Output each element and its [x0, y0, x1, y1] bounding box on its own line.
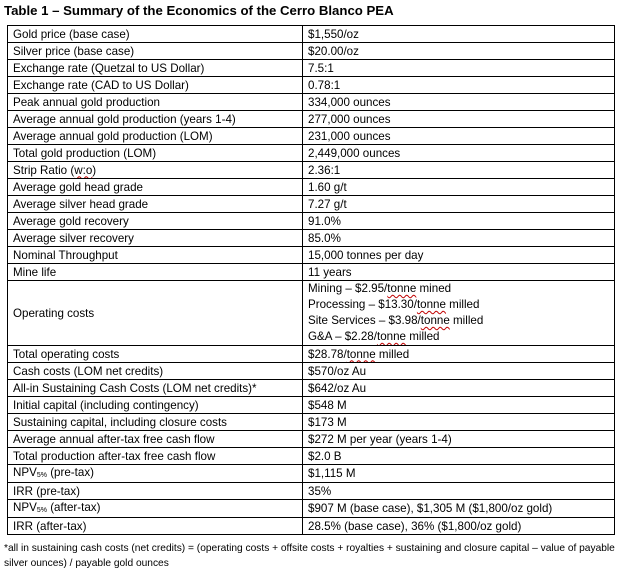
table-row	[8, 346, 615, 363]
row-label: All-in Sustaining Cash Costs (LOM net credits)*	[8, 380, 303, 397]
cost-text: milled	[449, 314, 484, 327]
table-row	[8, 414, 615, 431]
row-label: Gold price (base case)	[8, 26, 303, 43]
label-text: Strip Ratio (	[13, 163, 75, 177]
table-row	[8, 111, 615, 128]
row-label: Average annual gold production (years 1-4)	[8, 111, 303, 128]
label-text: (pre-tax)	[46, 466, 94, 479]
spellcheck-word: tonne	[420, 314, 450, 327]
cost-text: Site Services – $3.98/	[308, 314, 421, 327]
row-value: 91.0%	[303, 213, 615, 230]
table-row	[8, 465, 615, 483]
row-label: Average annual gold production (LOM)	[8, 128, 303, 145]
row-value: 7.5:1	[303, 60, 615, 77]
row-label: Total gold production (LOM)	[8, 145, 303, 162]
row-value: $1,550/oz	[303, 26, 615, 43]
label-text: (after-tax)	[46, 501, 101, 514]
table-row	[8, 431, 615, 448]
table-row	[8, 397, 615, 414]
row-value: $272 M per year (years 1-4)	[303, 431, 615, 448]
cost-line-processing	[308, 297, 614, 313]
subscript: 5%	[36, 472, 47, 479]
row-value: 28.5% (base case), 36% ($1,800/oz gold)	[303, 518, 615, 535]
row-value: 11 years	[303, 264, 615, 281]
table-row	[8, 43, 615, 60]
row-value: 2.36:1	[303, 162, 615, 179]
cost-text: milled	[445, 298, 480, 311]
row-label: Average silver recovery	[8, 230, 303, 247]
spellcheck-word: tonne	[387, 282, 417, 295]
row-label: Cash costs (LOM net credits)	[8, 363, 303, 380]
spellcheck-word: tonne	[346, 347, 376, 361]
value-text: $28.78/	[308, 347, 347, 361]
row-label: Silver price (base case)	[8, 43, 303, 60]
row-value: $548 M	[303, 397, 615, 414]
row-label: IRR (pre-tax)	[8, 483, 303, 500]
table-row	[8, 483, 615, 500]
spellcheck-word: tonne	[376, 330, 406, 343]
row-value: $2.0 B	[303, 448, 615, 465]
row-label: Average annual after-tax free cash flow	[8, 431, 303, 448]
table-row	[8, 380, 615, 397]
cost-text: G&A – $2.28/	[308, 330, 377, 343]
table-row	[8, 94, 615, 111]
row-label: Total operating costs	[8, 346, 303, 363]
cost-text: Mining – $2.95/	[308, 282, 388, 295]
row-value: $570/oz Au	[303, 363, 615, 380]
table-row	[8, 77, 615, 94]
row-value: $907 M (base case), $1,305 M ($1,800/oz gold)	[303, 500, 615, 518]
table-row	[8, 500, 615, 518]
row-label: Average gold head grade	[8, 179, 303, 196]
cost-text: mined	[416, 282, 452, 295]
row-value: 0.78:1	[303, 77, 615, 94]
row-label	[8, 465, 303, 483]
subscript: 5%	[36, 507, 47, 514]
cost-text: milled	[405, 330, 440, 343]
row-label: IRR (after-tax)	[8, 518, 303, 535]
cost-line-site-services	[308, 313, 614, 329]
footnote: *all in sustaining cash costs (net credits) = (operating costs + offsite costs + royalties + sustaining and closure capital – value of payable silver ounces) / payable gold ounces	[4, 543, 615, 569]
row-label: Average silver head grade	[8, 196, 303, 213]
label-text: NPV	[13, 501, 37, 514]
cost-line-mining	[308, 281, 614, 297]
row-label: Exchange rate (Quetzal to US Dollar)	[8, 60, 303, 77]
row-value: $20.00/oz	[303, 43, 615, 60]
row-label: Mine life	[8, 264, 303, 281]
row-label	[8, 162, 303, 179]
row-value: $173 M	[303, 414, 615, 431]
table-row	[8, 179, 615, 196]
economics-summary-table	[7, 25, 615, 535]
spellcheck-word: w:o	[74, 163, 93, 177]
table-title: Table 1 – Summary of the Economics of the Cerro Blanco PEA	[4, 3, 394, 18]
row-value: 334,000 ounces	[303, 94, 615, 111]
table-row	[8, 448, 615, 465]
table-row	[8, 213, 615, 230]
table-row	[8, 162, 615, 179]
table-row	[8, 264, 615, 281]
operating-cost-breakdown	[303, 281, 615, 346]
table-row	[8, 145, 615, 162]
cost-text: Processing – $13.30/	[308, 298, 417, 311]
table-row	[8, 196, 615, 213]
row-label: Peak annual gold production	[8, 94, 303, 111]
row-label: Operating costs	[8, 281, 303, 346]
row-label: Initial capital (including contingency)	[8, 397, 303, 414]
spellcheck-word: tonne	[416, 298, 446, 311]
row-value: 231,000 ounces	[303, 128, 615, 145]
table-row	[8, 230, 615, 247]
row-value: 85.0%	[303, 230, 615, 247]
table-row	[8, 247, 615, 264]
row-value: $642/oz Au	[303, 380, 615, 397]
row-value: 15,000 tonnes per day	[303, 247, 615, 264]
label-text: )	[92, 163, 97, 177]
table-row	[8, 60, 615, 77]
row-label: Total production after-tax free cash flow	[8, 448, 303, 465]
table-row-operating-costs	[8, 281, 615, 346]
table-row	[8, 26, 615, 43]
row-value: $1,115 M	[303, 465, 615, 483]
row-label	[8, 500, 303, 518]
row-value: 277,000 ounces	[303, 111, 615, 128]
row-label: Exchange rate (CAD to US Dollar)	[8, 77, 303, 94]
value-text: milled	[375, 347, 410, 361]
cost-line-ga	[308, 329, 614, 345]
table-row	[8, 363, 615, 380]
row-value: 2,449,000 ounces	[303, 145, 615, 162]
row-value	[303, 346, 615, 363]
row-label: Nominal Throughput	[8, 247, 303, 264]
label-text: NPV	[13, 466, 37, 479]
table-row	[8, 518, 615, 535]
table-row	[8, 128, 615, 145]
row-value: 35%	[303, 483, 615, 500]
row-value: 7.27 g/t	[303, 196, 615, 213]
row-label: Average gold recovery	[8, 213, 303, 230]
row-value: 1.60 g/t	[303, 179, 615, 196]
row-label: Sustaining capital, including closure costs	[8, 414, 303, 431]
